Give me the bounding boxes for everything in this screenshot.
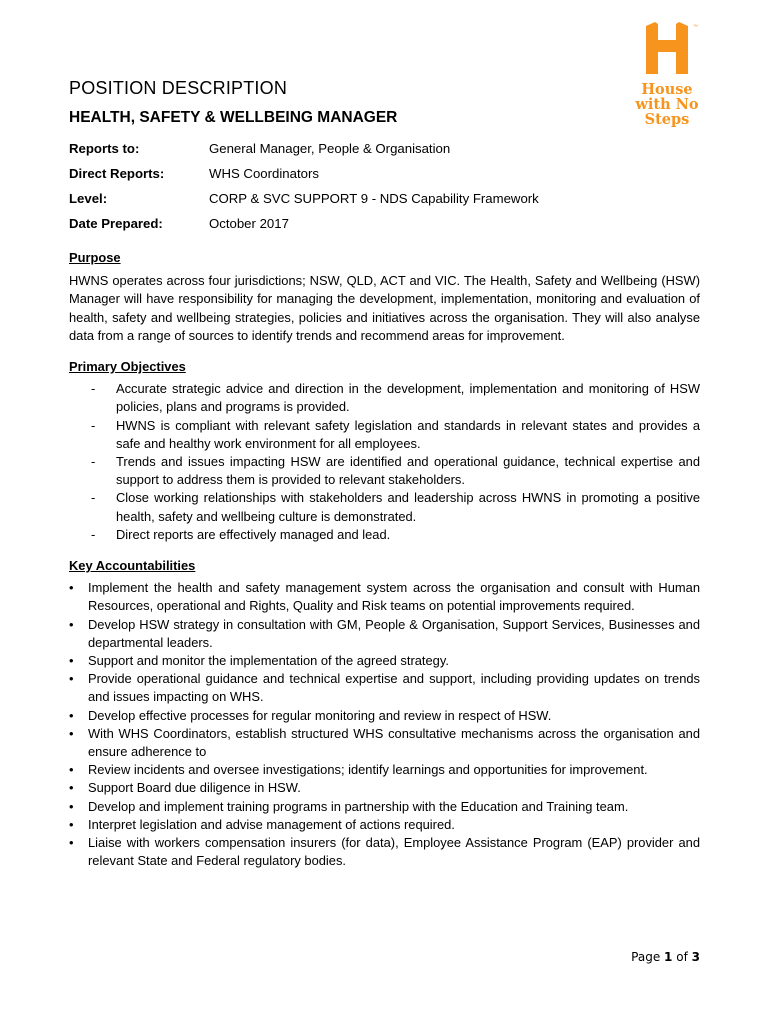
meta-value: October 2017 bbox=[209, 216, 289, 231]
logo-line-3: Steps bbox=[644, 111, 690, 128]
list-item: - HWNS is compliant with relevant safety legislation and standards in relevant states and provides a safe and healthy work environment for all employees. bbox=[116, 417, 700, 453]
date-prepared-row bbox=[69, 216, 539, 241]
list-item: • Develop effective processes for regular monitoring and review in respect of HSW. bbox=[88, 707, 700, 725]
purpose-text: HWNS operates across four jurisdictions; NSW, QLD, ACT and VIC. The Health, Safety and Wellbeing (HSW) Manager will have responsibility for managing the development, implementation, monitoring and evaluation of health, safety and wellbeing strategies, policies and initiatives across the organisation. They will also analyse data from a range of sources to identify trends and recommend areas for improvement. bbox=[69, 273, 700, 343]
meta-label: Level: bbox=[69, 191, 108, 206]
document-body bbox=[69, 249, 700, 871]
direct-reports-row bbox=[69, 166, 539, 191]
meta-value: General Manager, People & Organisation bbox=[209, 141, 451, 156]
list-item: • Implement the health and safety management system across the organisation and consult with Human Resources, operational and Rights, Quality and Risk teams on potential improvements required. bbox=[88, 579, 700, 615]
meta-value: WHS Coordinators bbox=[209, 166, 319, 181]
objectives-list bbox=[69, 380, 700, 544]
objectives-heading: Primary Objectives bbox=[69, 359, 186, 375]
purpose-heading: Purpose bbox=[69, 250, 121, 265]
document-title: POSITION DESCRIPTION bbox=[69, 78, 288, 98]
meta-label: Direct Reports: bbox=[69, 166, 165, 181]
list-item: - Close working relationships with stakeholders and leadership across HWNS in promoting a positive health, safety and wellbeing culture is demonstrated. bbox=[116, 489, 700, 525]
level-row bbox=[69, 191, 539, 216]
house-with-no-steps-logo bbox=[622, 22, 712, 127]
position-details bbox=[69, 141, 539, 241]
meta-label: Reports to: bbox=[69, 141, 140, 156]
list-item: • Interpret legislation and advise management of actions required. bbox=[88, 816, 700, 834]
reports-to-row bbox=[69, 141, 539, 166]
page-number bbox=[631, 950, 700, 964]
list-item: • With WHS Coordinators, establish structured WHS consultative mechanisms across the organisation and ensure adherence to bbox=[88, 725, 700, 761]
page-current: 1 bbox=[664, 950, 673, 964]
list-item: • Review incidents and oversee investigations; identify learnings and opportunities for improvement. bbox=[88, 761, 700, 779]
list-item: • Develop and implement training programs in partnership with the Education and Training team. bbox=[88, 798, 700, 816]
list-item: - Direct reports are effectively managed and lead. bbox=[116, 526, 700, 544]
list-item: - Trends and issues impacting HSW are identified and operational guidance, technical expertise and support to address them is provided to relevant stakeholders. bbox=[116, 453, 700, 489]
accountabilities-heading: Key Accountabilities bbox=[69, 558, 196, 574]
meta-value: CORP & SVC SUPPORT 9 - NDS Capability Framework bbox=[209, 191, 539, 206]
page-of: of bbox=[676, 950, 688, 964]
logo-trademark: ™ bbox=[693, 24, 698, 30]
house-logo-icon bbox=[644, 22, 692, 76]
list-item: • Provide operational guidance and technical expertise and support, including providing updates on trends and issues impacting on WHS. bbox=[88, 670, 700, 706]
page-word: Page bbox=[631, 950, 661, 964]
list-item: • Support and monitor the implementation of the agreed strategy. bbox=[88, 652, 700, 670]
list-item: - Accurate strategic advice and direction in the development, implementation and monitoring of HSW policies, plans and programs is provided. bbox=[116, 380, 700, 416]
list-item: • Support Board due diligence in HSW. bbox=[88, 779, 700, 797]
list-item: • Develop HSW strategy in consultation with GM, People & Organisation, Support Services, Businesses and departmental leaders. bbox=[88, 616, 700, 652]
logo-line-2: with No bbox=[635, 96, 699, 113]
accountabilities-list bbox=[69, 579, 700, 870]
logo-line-1: House bbox=[641, 81, 693, 98]
position-title: HEALTH, SAFETY & WELLBEING MANAGER bbox=[69, 109, 398, 126]
page-total: 3 bbox=[691, 950, 700, 964]
list-item: • Liaise with workers compensation insurers (for data), Employee Assistance Program (EAP) provider and relevant State and Federal regulatory bodies. bbox=[88, 834, 700, 870]
meta-label: Date Prepared: bbox=[69, 216, 163, 231]
